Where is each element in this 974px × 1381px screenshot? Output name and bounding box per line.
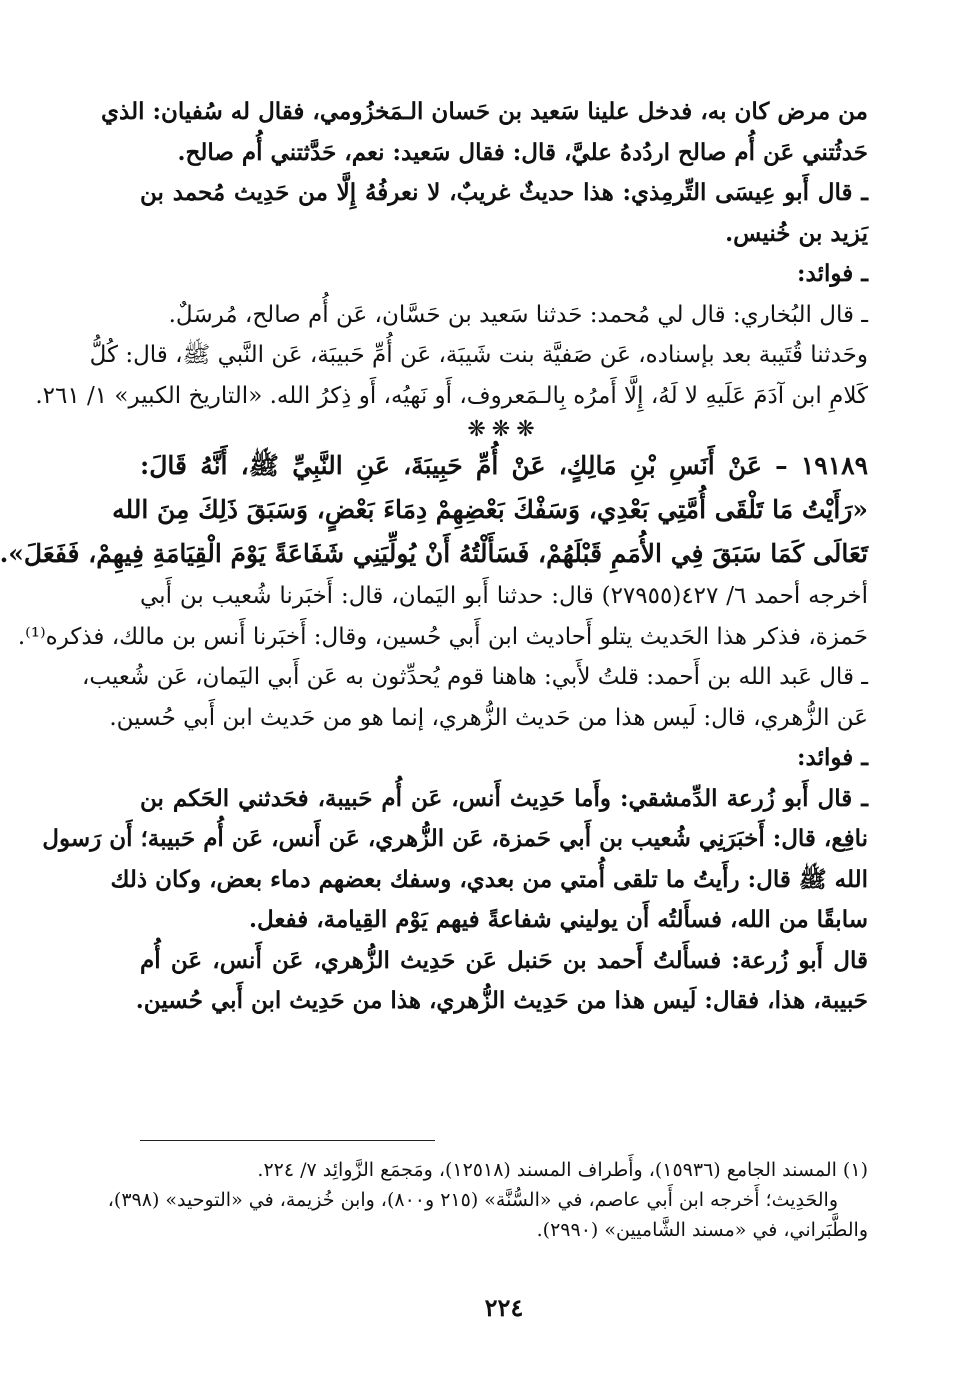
fawaid-heading: ـ فوائد: bbox=[797, 744, 868, 771]
text-line: ـ قال البُخاري: قال لي مُحمد: حَدثنا سَعيد بن حَسَّان، عَن أُم صالح، مُرسَلٌ. bbox=[168, 301, 868, 328]
fawaid-heading: ـ فوائد: bbox=[797, 260, 868, 287]
footnote-divider bbox=[140, 1140, 435, 1141]
hadith-line: «رَأَيْتُ مَا تَلْقَى أُمَّتِي بَعْدِي، وَسَفْكَ بَعْضِهِمْ دِمَاءَ بَعْضٍ، وَسَبَقَ ذَلِكَ مِنَ الله bbox=[112, 495, 868, 524]
footnote-line: والطَّبَراني، في «مسند الشَّاميين» (٢٩٩٠). bbox=[536, 1219, 868, 1241]
text-line: يَزيد بن خُنيس. bbox=[725, 219, 868, 247]
hadith-line: تَعَالَى كَمَا سَبَقَ فِي الأُمَمِ قَبْلَهُمْ، فَسَأَلْتُهُ أَنْ يُولِّيَنِي شَفَاعَةً يَوْمَ الْقِيَامَةِ فِيهِمْ، فَفَعَلَ». bbox=[0, 539, 868, 568]
text-line: قال أَبو زُرعة: فسأَلتُ أَحمد بن حَنبل عَن حَدِيث الزُّهري، عَن أَنس، عَن أُم bbox=[140, 946, 868, 974]
text-line: حَدثُتني عَن أُم صالح اردُدهُ عليَّ، قال: فقال سَعيد: نعم، حَدَّثتني أُم صالح. bbox=[177, 138, 868, 166]
text-line: ـ قال أَبو عِيسَى التِّرمِذي: هذا حديثٌ غريبٌ، لا نعرفُهُ إِلَّا من حَدِيث مُحمد بن bbox=[140, 179, 868, 206]
text-line: كَلامِ ابن آدَمَ عَلَيهِ لا لَهُ، إِلَّا أَمرُه بِالـمَعروف، أَو نَهيُه، أَو ذِكرُ الله. «التاريخ الكبير» ١/ ٢٦١. bbox=[35, 382, 868, 409]
text-line: أخرجه أحمد ٦/ ٤٢٧(٢٧٩٥٥) قال: حدثنا أَبو اليَمان، قال: أَخبَرنا شُعيب بن أَبي bbox=[140, 583, 868, 609]
main-text bbox=[0, 92, 868, 1022]
footnote-line: (١) المسند الجامع (١٥٩٣٦)، وأَطراف المسند (١٢٥١٨)، ومَجمَع الزَّوائِد ٧/ ٢٢٤. bbox=[257, 1159, 868, 1181]
text-line: الله ﷺ قال: رأَيتُ ما تلقى أُمتي من بعدي، وسفك بعضهم دماء بعض، وكان ذلك bbox=[110, 865, 868, 893]
text-line: عَن الزُّهري، قال: لَيس هذا من حَديث الزُّهري، إنما هو من حَديث ابن أَبي حُسين. bbox=[109, 704, 868, 731]
text-line: حَبيبة، هذا، فقال: لَيس هذا من حَدِيث الزُّهري، هذا من حَدِيث ابن أَبي حُسين. bbox=[135, 987, 868, 1014]
text-line: من مرض كان به، فدخل علينا سَعيد بن حَسان الـمَخزُومي، فقال له سُفيان: الذي bbox=[101, 98, 868, 125]
footnotes bbox=[107, 1140, 868, 1245]
text-line: حَمزة، فذكر هذا الحَديث يتلو أَحاديث ابن أَبي حُسين، وقال: أَخبَرنا أَنس بن مالك، فذكره⁽¹⁾. bbox=[17, 623, 868, 650]
page-number: ٢٢٤ bbox=[484, 1293, 524, 1322]
text-line: ـ قال عَبد الله بن أَحمد: قلتُ لأَبي: هاهنا قوم يُحدِّثون به عَن أَبي اليَمان، عَن شُعيب، bbox=[81, 664, 868, 690]
hadith-line: ١٩١٨٩ – عَنْ أَنَسِ بْنِ مَالِكٍ، عَنْ أُمِّ حَبِيبَةَ، عَنِ النَّبِيِّ ﷺ، أَنَّهُ قَالَ: bbox=[140, 451, 868, 480]
text-line: نافِع، قال: أَخبَرَنِي شُعيب بن أَبي حَمزة، عَن الزُّهري، عَن أَنس، عَن أُم حَبيبة؛ أَن رَسول bbox=[42, 825, 868, 852]
separator-stars: ❋❋❋ bbox=[467, 417, 541, 442]
footnote-line: والحَدِيث؛ أَخرجه ابن أَبي عاصم، في «السُّنَّة» (٢١٥ و٨٠٠)، وابن خُزيمة، في «التوحيد» (٣٩٨)، bbox=[107, 1189, 838, 1211]
text-line: سابقًا من الله، فسأَلتُه أَن يوليني شفاعةً فيهم يَوْم القِيامة، ففعل. bbox=[249, 906, 868, 933]
text-line: ـ قال أَبو زُرعة الدِّمشقي: وأَما حَدِيث أَنس، عَن أُم حَبيبة، فحَدثني الحَكم بن bbox=[140, 784, 868, 812]
text-line: وحَدثنا قُتَيبة بعد بإسناده، عَن صَفيَّة بنت شَيبَة، عَن أُمِّ حَبيبَة، عَن النَّبي ﷺ، قال: كُلُّ bbox=[89, 342, 868, 368]
